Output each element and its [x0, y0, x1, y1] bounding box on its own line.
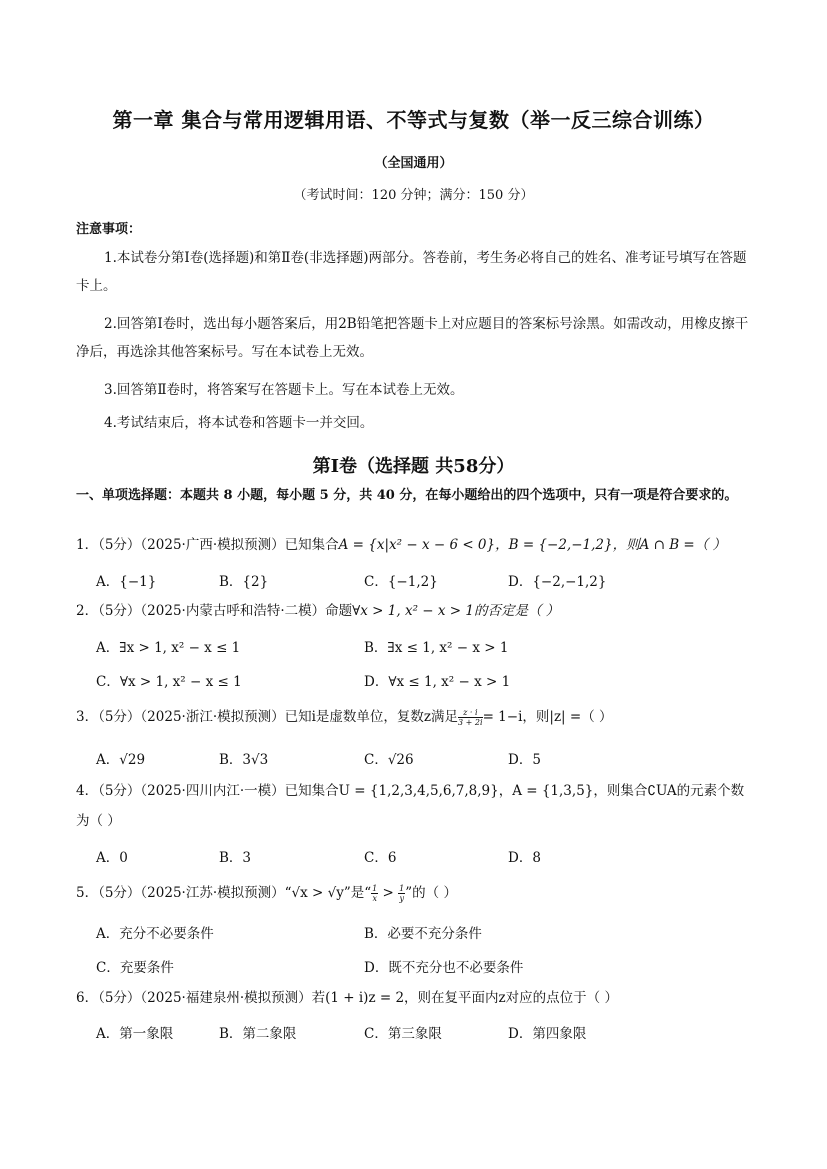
q1-option-a[interactable]: A．{−1}: [96, 574, 157, 590]
question-1: [76, 532, 756, 558]
question-2: [76, 598, 756, 624]
q5-option-a[interactable]: A．充分不必要条件: [96, 926, 214, 942]
q2-option-c[interactable]: C．∀x > 1, x² − x ≤ 1: [96, 674, 242, 690]
fraction-2-denominator: y: [399, 894, 404, 903]
question-2-text: 2．（5分）（2025·内蒙古呼和浩特·二模）命题: [76, 603, 353, 619]
question-4: 4．（5分）（2025·四川内江·一模）已知集合U = {1,2,3,4,5,6,7,8,9}，A = {1,3,5}，则集合∁UA的元素个数为（ ）: [76, 783, 745, 829]
q4-option-c[interactable]: C．6: [364, 850, 397, 866]
question-3-suffix: = 1−i，则|z| =（ ）: [482, 709, 613, 725]
q6-option-d[interactable]: D．第四象限: [508, 1026, 587, 1042]
q5-option-c[interactable]: C．充要条件: [96, 960, 174, 976]
page-title: 第一章 集合与常用逻辑用语、不等式与复数（举一反三综合训练）: [112, 108, 715, 132]
question-3: [76, 704, 756, 730]
notice-item-4: 4.考试结束后，将本试卷和答题卡一并交回。: [104, 415, 374, 431]
q3-option-b[interactable]: B．3√3: [219, 752, 269, 768]
q4-option-a[interactable]: A．0: [96, 850, 128, 866]
question-1-text: 1．（5分）（2025·广西·模拟预测）已知集合: [76, 537, 339, 553]
notice-item-1: 1.本试卷分第Ⅰ卷(选择题)和第Ⅱ卷(非选择题)两部分。答卷前，考生务必将自己的姓名、准考证号填写在答题卡上。: [76, 250, 747, 294]
question-2-math: ∀x > 1, x² − x > 1的否定是（ ）: [352, 603, 560, 619]
q4-option-d[interactable]: D．8: [508, 850, 541, 866]
fraction-1-denominator: x: [372, 894, 377, 903]
question-5: 5．（5分）（2025·江苏·模拟预测）“√x > √y”是“ $\frac{1}{x}$ > $\frac{1}{y}$ ”的（ ）: [76, 884, 457, 903]
question-5-text: 5．（5分）（2025·江苏·模拟预测）“√x > √y”是“: [76, 885, 372, 901]
notice-item-2: 2.回答第Ⅰ卷时，选出每小题答案后，用2B铅笔把答题卡上对应题目的答案标号涂黑。如需改动，用橡皮擦干净后，再选涂其他答案标号。写在本试卷上无效。: [76, 316, 749, 360]
q6-option-b[interactable]: B．第二象限: [219, 1026, 297, 1042]
q2-option-a[interactable]: A．∃x > 1, x² − x ≤ 1: [96, 640, 241, 656]
question-3-text: 3．（5分）（2025·浙江·模拟预测）已知i是虚数单位，复数z满足: [76, 709, 459, 725]
question-1-math: A = {x|x² − x − 6 < 0}，B = {−2,−1,2}，则A ∩ B =（ ）: [338, 537, 727, 553]
question-3-fraction: [458, 708, 483, 727]
q1-option-c[interactable]: C．{−1,2}: [364, 574, 438, 590]
section-title: 第Ⅰ卷（选择题 共58分）: [312, 456, 515, 477]
question-6: 6．（5分）（2025·福建泉州·模拟预测）若(1 + i)z = 2，则在复平面内z对应的点位于（ ）: [76, 990, 618, 1006]
notice-heading: 注意事项：: [76, 222, 142, 237]
question-5-suffix: ”的（ ）: [405, 885, 457, 901]
q1-option-b[interactable]: B．{2}: [219, 574, 269, 590]
q2-option-b[interactable]: B．∃x ≤ 1, x² − x > 1: [364, 640, 509, 656]
exam-meta: （考试时间：120 分钟；满分：150 分）: [293, 188, 534, 203]
fraction-numerator: z · i: [458, 708, 483, 718]
section-intro: 一、单项选择题：本题共 8 小题，每小题 5 分，共 40 分，在每小题给出的四个选项中，只有一项是符合要求的。: [76, 488, 738, 503]
page-subtitle: （全国通用）: [374, 156, 453, 171]
notice-item-3: 3.回答第Ⅱ卷时，将答案写在答题卡上。写在本试卷上无效。: [104, 382, 464, 398]
q6-option-c[interactable]: C．第三象限: [364, 1026, 442, 1042]
fraction-1-numerator: 1: [372, 884, 378, 893]
q6-option-a[interactable]: A．第一象限: [96, 1026, 174, 1042]
q5-option-d[interactable]: D．既不充分也不必要条件: [364, 960, 524, 976]
q3-option-a[interactable]: A．√29: [96, 752, 146, 768]
q1-option-d[interactable]: D．{−2,−1,2}: [508, 574, 607, 590]
q4-option-b[interactable]: B．3: [219, 850, 252, 866]
fraction-2-numerator: 1: [399, 884, 405, 893]
q2-option-d[interactable]: D．∀x ≤ 1, x² − x > 1: [364, 674, 511, 690]
q5-option-b[interactable]: B．必要不充分条件: [364, 926, 482, 942]
q3-option-c[interactable]: C．√26: [364, 752, 414, 768]
fraction-denominator: 3 + 2i: [458, 718, 483, 727]
q3-option-d[interactable]: D．5: [508, 752, 541, 768]
